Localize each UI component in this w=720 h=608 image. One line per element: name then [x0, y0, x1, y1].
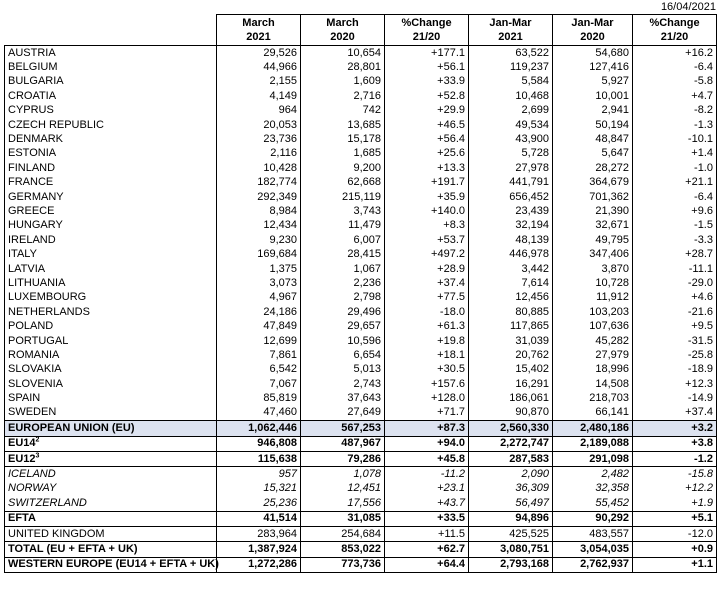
value-cell: 23,736	[217, 132, 301, 146]
value-cell: 2,941	[553, 104, 633, 118]
value-cell: 10,654	[301, 46, 385, 61]
value-cell: 80,885	[469, 305, 553, 319]
value-cell: 37,643	[301, 391, 385, 405]
value-cell: +3.8	[633, 436, 717, 451]
value-cell: +191.7	[385, 176, 469, 190]
country-cell: LUXEMBOURG	[5, 291, 217, 305]
value-cell: +8.3	[385, 219, 469, 233]
value-cell: 10,468	[469, 89, 553, 103]
value-cell: 50,194	[553, 118, 633, 132]
country-cell: PORTUGAL	[5, 334, 217, 348]
value-cell: 11,912	[553, 291, 633, 305]
value-cell: 31,085	[301, 511, 385, 526]
country-cell: ITALY	[5, 247, 217, 261]
value-cell: 2,699	[469, 104, 553, 118]
value-cell: 36,309	[469, 482, 553, 496]
value-cell: 29,657	[301, 319, 385, 333]
column-header: March 2020	[301, 15, 385, 46]
value-cell: +28.9	[385, 262, 469, 276]
value-cell: +9.5	[633, 319, 717, 333]
value-cell: 2,798	[301, 291, 385, 305]
value-cell: -6.4	[633, 60, 717, 74]
value-cell: -1.0	[633, 161, 717, 175]
value-cell: 701,362	[553, 190, 633, 204]
value-cell: -1.2	[633, 451, 717, 466]
value-cell: 2,236	[301, 276, 385, 290]
value-cell: -25.8	[633, 348, 717, 362]
value-cell: 107,636	[553, 319, 633, 333]
value-cell: 2,155	[217, 75, 301, 89]
value-cell: +21.1	[633, 176, 717, 190]
table-row	[5, 436, 717, 451]
table-row	[5, 262, 717, 276]
table-row	[5, 334, 717, 348]
value-cell: 2,762,937	[553, 557, 633, 572]
value-cell: 14,508	[553, 377, 633, 391]
value-cell: 2,743	[301, 377, 385, 391]
value-cell: 15,321	[217, 482, 301, 496]
value-cell: +29.9	[385, 104, 469, 118]
value-cell: 32,358	[553, 482, 633, 496]
value-cell: 853,022	[301, 542, 385, 557]
country-cell: POLAND	[5, 319, 217, 333]
value-cell: 2,272,747	[469, 436, 553, 451]
value-cell: +43.7	[385, 496, 469, 511]
value-cell: +1.1	[633, 557, 717, 572]
value-cell: +87.3	[385, 421, 469, 436]
country-cell: HUNGARY	[5, 219, 217, 233]
table-row	[5, 496, 717, 511]
value-cell: 117,865	[469, 319, 553, 333]
table-row	[5, 319, 717, 333]
value-cell: +30.5	[385, 363, 469, 377]
value-cell: 85,819	[217, 391, 301, 405]
value-cell: +177.1	[385, 46, 469, 61]
table-row	[5, 219, 717, 233]
value-cell: 487,967	[301, 436, 385, 451]
value-cell: 29,496	[301, 305, 385, 319]
report-date: 16/04/2021	[660, 1, 716, 13]
country-cell: EUROPEAN UNION (EU)	[5, 421, 217, 436]
value-cell: 11,479	[301, 219, 385, 233]
table-row	[5, 467, 717, 482]
value-cell: 2,189,088	[553, 436, 633, 451]
value-cell: +94.0	[385, 436, 469, 451]
value-cell: 27,979	[553, 348, 633, 362]
table-row	[5, 147, 717, 161]
value-cell: 441,791	[469, 176, 553, 190]
value-cell: 3,743	[301, 204, 385, 218]
value-cell: 16,291	[469, 377, 553, 391]
value-cell: +13.3	[385, 161, 469, 175]
value-cell: 964	[217, 104, 301, 118]
value-cell: +9.6	[633, 204, 717, 218]
value-cell: 21,390	[553, 204, 633, 218]
value-cell: 1,387,924	[217, 542, 301, 557]
value-cell: +497.2	[385, 247, 469, 261]
country-cell: CZECH REPUBLIC	[5, 118, 217, 132]
value-cell: +25.6	[385, 147, 469, 161]
value-cell: 1,272,286	[217, 557, 301, 572]
value-cell: 25,236	[217, 496, 301, 511]
value-cell: +71.7	[385, 406, 469, 421]
value-cell: 2,116	[217, 147, 301, 161]
country-cell: BULGARIA	[5, 75, 217, 89]
value-cell: +53.7	[385, 233, 469, 247]
value-cell: 79,286	[301, 451, 385, 466]
value-cell: 2,090	[469, 467, 553, 482]
country-cell: SWITZERLAND	[5, 496, 217, 511]
value-cell: 9,230	[217, 233, 301, 247]
value-cell: 94,896	[469, 511, 553, 526]
country-cell: TOTAL (EU + EFTA + UK)	[5, 542, 217, 557]
value-cell: 1,685	[301, 147, 385, 161]
value-cell: +45.8	[385, 451, 469, 466]
value-cell: 10,728	[553, 276, 633, 290]
table-row	[5, 190, 717, 204]
table-row	[5, 526, 717, 541]
value-cell: -11.1	[633, 262, 717, 276]
value-cell: 13,685	[301, 118, 385, 132]
value-cell: -6.4	[633, 190, 717, 204]
value-cell: -12.0	[633, 526, 717, 541]
value-cell: 283,964	[217, 526, 301, 541]
value-cell: 32,194	[469, 219, 553, 233]
value-cell: 28,272	[553, 161, 633, 175]
value-cell: 29,526	[217, 46, 301, 61]
table-row	[5, 377, 717, 391]
value-cell: -5.8	[633, 75, 717, 89]
value-cell: 115,638	[217, 451, 301, 466]
table-row	[5, 391, 717, 405]
value-cell: 6,007	[301, 233, 385, 247]
country-cell: NETHERLANDS	[5, 305, 217, 319]
value-cell: 31,039	[469, 334, 553, 348]
value-cell: 6,654	[301, 348, 385, 362]
table-row	[5, 482, 717, 496]
value-cell: 425,525	[469, 526, 553, 541]
value-cell: 5,927	[553, 75, 633, 89]
value-cell: -18.0	[385, 305, 469, 319]
value-cell: 218,703	[553, 391, 633, 405]
value-cell: 48,847	[553, 132, 633, 146]
country-cell: BELGIUM	[5, 60, 217, 74]
value-cell: 119,237	[469, 60, 553, 74]
value-cell: 10,001	[553, 89, 633, 103]
country-cell: $EU14^2$	[5, 436, 217, 451]
value-cell: 28,801	[301, 60, 385, 74]
table-row	[5, 46, 717, 61]
value-cell: 47,460	[217, 406, 301, 421]
value-cell: 291,098	[553, 451, 633, 466]
country-cell: GREECE	[5, 204, 217, 218]
value-cell: 5,728	[469, 147, 553, 161]
value-cell: 90,870	[469, 406, 553, 421]
column-header: %Change 21/20	[633, 15, 717, 46]
value-cell: 47,849	[217, 319, 301, 333]
country-cell: LATVIA	[5, 262, 217, 276]
table-row	[5, 421, 717, 436]
value-cell: 7,614	[469, 276, 553, 290]
country-cell: CROATIA	[5, 89, 217, 103]
value-cell: 27,978	[469, 161, 553, 175]
value-cell: 12,699	[217, 334, 301, 348]
value-cell: 28,415	[301, 247, 385, 261]
value-cell: +56.1	[385, 60, 469, 74]
value-cell: -31.5	[633, 334, 717, 348]
column-header: Jan-Mar 2020	[553, 15, 633, 46]
value-cell: 292,349	[217, 190, 301, 204]
table-row	[5, 542, 717, 557]
country-cell: SPAIN	[5, 391, 217, 405]
table-row	[5, 75, 717, 89]
value-cell: 347,406	[553, 247, 633, 261]
value-cell: +140.0	[385, 204, 469, 218]
value-cell: 186,061	[469, 391, 553, 405]
value-cell: 3,080,751	[469, 542, 553, 557]
value-cell: 27,649	[301, 406, 385, 421]
table-row	[5, 291, 717, 305]
table-row	[5, 363, 717, 377]
value-cell: 12,456	[469, 291, 553, 305]
value-cell: 2,716	[301, 89, 385, 103]
value-cell: 18,996	[553, 363, 633, 377]
country-cell: FRANCE	[5, 176, 217, 190]
registrations-table	[4, 14, 717, 573]
value-cell: 1,375	[217, 262, 301, 276]
value-cell: -8.2	[633, 104, 717, 118]
value-cell: +4.6	[633, 291, 717, 305]
value-cell: 2,793,168	[469, 557, 553, 572]
country-cell: CYPRUS	[5, 104, 217, 118]
value-cell: 12,451	[301, 482, 385, 496]
value-cell: -3.3	[633, 233, 717, 247]
table-row	[5, 233, 717, 247]
value-cell: 567,253	[301, 421, 385, 436]
value-cell: 10,428	[217, 161, 301, 175]
value-cell: 169,684	[217, 247, 301, 261]
value-cell: +18.1	[385, 348, 469, 362]
country-cell: ICELAND	[5, 467, 217, 482]
value-cell: +11.5	[385, 526, 469, 541]
value-cell: 62,668	[301, 176, 385, 190]
value-cell: +33.5	[385, 511, 469, 526]
value-cell: 1,078	[301, 467, 385, 482]
column-header: Jan-Mar 2021	[469, 15, 553, 46]
value-cell: 215,119	[301, 190, 385, 204]
value-cell: 1,067	[301, 262, 385, 276]
value-cell: 1,062,446	[217, 421, 301, 436]
value-cell: 287,583	[469, 451, 553, 466]
value-cell: +1.9	[633, 496, 717, 511]
country-cell: ESTONIA	[5, 147, 217, 161]
value-cell: 90,292	[553, 511, 633, 526]
country-cell: DENMARK	[5, 132, 217, 146]
country-cell: AUSTRIA	[5, 46, 217, 61]
value-cell: 48,139	[469, 233, 553, 247]
value-cell: +157.6	[385, 377, 469, 391]
table-row	[5, 276, 717, 290]
value-cell: 43,900	[469, 132, 553, 146]
value-cell: 103,203	[553, 305, 633, 319]
column-header: %Change 21/20	[385, 15, 469, 46]
country-cell: FINLAND	[5, 161, 217, 175]
value-cell: 3,870	[553, 262, 633, 276]
country-cell: SLOVAKIA	[5, 363, 217, 377]
value-cell: +28.7	[633, 247, 717, 261]
value-cell: 773,736	[301, 557, 385, 572]
value-cell: 15,402	[469, 363, 553, 377]
value-cell: 483,557	[553, 526, 633, 541]
value-cell: 41,514	[217, 511, 301, 526]
value-cell: 45,282	[553, 334, 633, 348]
country-cell: WESTERN EUROPE (EU14 + EFTA + UK)	[5, 557, 217, 572]
value-cell: 17,556	[301, 496, 385, 511]
value-cell: 20,762	[469, 348, 553, 362]
value-cell: +64.4	[385, 557, 469, 572]
table-body	[5, 46, 717, 573]
value-cell: 5,584	[469, 75, 553, 89]
country-cell: IRELAND	[5, 233, 217, 247]
value-cell: 23,439	[469, 204, 553, 218]
value-cell: 2,560,330	[469, 421, 553, 436]
value-cell: +37.4	[385, 276, 469, 290]
value-cell: 4,149	[217, 89, 301, 103]
value-cell: 254,684	[301, 526, 385, 541]
table-row	[5, 176, 717, 190]
value-cell: 5,647	[553, 147, 633, 161]
value-cell: -1.5	[633, 219, 717, 233]
value-cell: 66,141	[553, 406, 633, 421]
table-row	[5, 204, 717, 218]
value-cell: 9,200	[301, 161, 385, 175]
value-cell: +12.3	[633, 377, 717, 391]
country-cell: NORWAY	[5, 482, 217, 496]
value-cell: 364,679	[553, 176, 633, 190]
value-cell: 3,442	[469, 262, 553, 276]
value-cell: +23.1	[385, 482, 469, 496]
table-row	[5, 118, 717, 132]
value-cell: 182,774	[217, 176, 301, 190]
value-cell: 3,054,035	[553, 542, 633, 557]
value-cell: +5.1	[633, 511, 717, 526]
country-cell: ROMANIA	[5, 348, 217, 362]
value-cell: -11.2	[385, 467, 469, 482]
country-cell: EFTA	[5, 511, 217, 526]
value-cell: 446,978	[469, 247, 553, 261]
table-row	[5, 132, 717, 146]
header-row	[5, 15, 717, 46]
value-cell: 15,178	[301, 132, 385, 146]
value-cell: +52.8	[385, 89, 469, 103]
table-row	[5, 161, 717, 175]
value-cell: 20,053	[217, 118, 301, 132]
value-cell: 32,671	[553, 219, 633, 233]
value-cell: 10,596	[301, 334, 385, 348]
value-cell: +0.9	[633, 542, 717, 557]
value-cell: 63,522	[469, 46, 553, 61]
value-cell: 4,967	[217, 291, 301, 305]
value-cell: +4.7	[633, 89, 717, 103]
value-cell: +128.0	[385, 391, 469, 405]
value-cell: 2,482	[553, 467, 633, 482]
table-row	[5, 451, 717, 466]
value-cell: +77.5	[385, 291, 469, 305]
table-row	[5, 104, 717, 118]
value-cell: +3.2	[633, 421, 717, 436]
table-row	[5, 89, 717, 103]
country-cell: GERMANY	[5, 190, 217, 204]
table-row	[5, 348, 717, 362]
value-cell: +37.4	[633, 406, 717, 421]
value-cell: 3,073	[217, 276, 301, 290]
value-cell: 127,416	[553, 60, 633, 74]
value-cell: +35.9	[385, 190, 469, 204]
value-cell: 12,434	[217, 219, 301, 233]
value-cell: 24,186	[217, 305, 301, 319]
table-row	[5, 511, 717, 526]
value-cell: 7,861	[217, 348, 301, 362]
value-cell: 1,609	[301, 75, 385, 89]
value-cell: +62.7	[385, 542, 469, 557]
value-cell: -14.9	[633, 391, 717, 405]
country-cell: SWEDEN	[5, 406, 217, 421]
value-cell: +16.2	[633, 46, 717, 61]
country-cell: SLOVENIA	[5, 377, 217, 391]
table-row	[5, 247, 717, 261]
value-cell: +33.9	[385, 75, 469, 89]
value-cell: +56.4	[385, 132, 469, 146]
value-cell: -15.8	[633, 467, 717, 482]
value-cell: +1.4	[633, 147, 717, 161]
value-cell: +46.5	[385, 118, 469, 132]
value-cell: 49,795	[553, 233, 633, 247]
table-row	[5, 60, 717, 74]
value-cell: 656,452	[469, 190, 553, 204]
value-cell: 44,966	[217, 60, 301, 74]
value-cell: 6,542	[217, 363, 301, 377]
value-cell: 55,452	[553, 496, 633, 511]
value-cell: +12.2	[633, 482, 717, 496]
value-cell: 7,067	[217, 377, 301, 391]
country-cell: LITHUANIA	[5, 276, 217, 290]
value-cell: 54,680	[553, 46, 633, 61]
value-cell: -29.0	[633, 276, 717, 290]
table-row	[5, 305, 717, 319]
table-row	[5, 406, 717, 421]
value-cell: -21.6	[633, 305, 717, 319]
value-cell: 49,534	[469, 118, 553, 132]
value-cell: 56,497	[469, 496, 553, 511]
value-cell: 2,480,186	[553, 421, 633, 436]
header-blank	[5, 15, 217, 46]
table-row	[5, 557, 717, 572]
value-cell: 742	[301, 104, 385, 118]
value-cell: 957	[217, 467, 301, 482]
value-cell: -10.1	[633, 132, 717, 146]
country-cell: UNITED KINGDOM	[5, 526, 217, 541]
value-cell: -18.9	[633, 363, 717, 377]
value-cell: -1.3	[633, 118, 717, 132]
value-cell: +19.8	[385, 334, 469, 348]
value-cell: 946,808	[217, 436, 301, 451]
country-cell: $EU12^3$	[5, 451, 217, 466]
value-cell: 5,013	[301, 363, 385, 377]
column-header: March 2021	[217, 15, 301, 46]
value-cell: +61.3	[385, 319, 469, 333]
value-cell: 8,984	[217, 204, 301, 218]
